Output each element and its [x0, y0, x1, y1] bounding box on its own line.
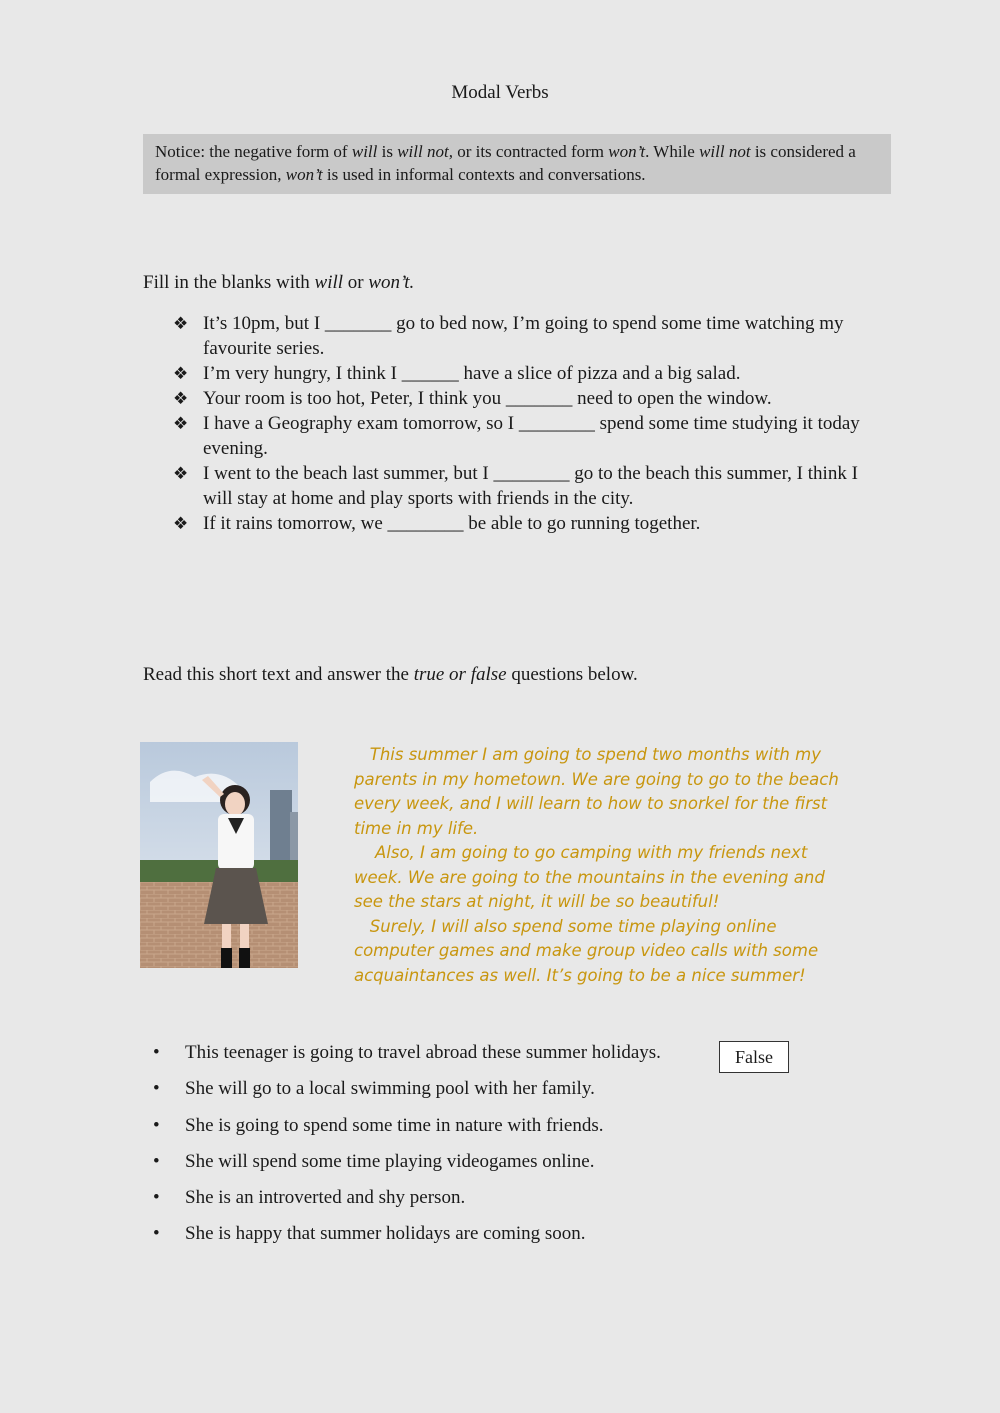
exercise-item — [173, 386, 873, 411]
instruction-text: or — [343, 272, 369, 293]
statement-item — [153, 1040, 713, 1076]
exercise-item — [173, 411, 873, 461]
notice-emphasis: won’t — [608, 142, 646, 161]
exercise-text: It’s 10pm, but I _______ go to bed now, I’m going to spend some time watching my favourite series. — [203, 313, 844, 359]
statement-text: She will spend some time playing videogames online. — [185, 1150, 595, 1172]
bullet-dot-icon: • — [153, 1223, 160, 1245]
notice-emphasis: will not, — [397, 142, 453, 161]
exercise-text: If it rains tomorrow, we ________ be able to go running together. — [203, 513, 701, 534]
exercise-item — [173, 461, 873, 511]
exercise-text: I’m very hungry, I think I ______ have a slice of pizza and a big salad. — [203, 363, 741, 384]
statement-item — [153, 1221, 713, 1257]
true-false-list — [153, 1040, 713, 1258]
diamond-bullet-icon: ❖ — [173, 389, 189, 408]
statement-item — [153, 1185, 713, 1221]
notice-text: Notice: the negative form of — [155, 142, 352, 161]
instruction-text: questions below. — [506, 664, 638, 685]
statement-text: She is going to spend some time in nature with friends. — [185, 1114, 604, 1136]
notice-text: is used in informal contexts and conversations. — [322, 165, 646, 184]
diamond-bullet-icon: ❖ — [173, 364, 189, 383]
fill-instruction — [143, 272, 414, 294]
story-text — [354, 743, 844, 988]
instruction-emphasis: will — [314, 272, 344, 293]
notice-box — [143, 134, 891, 194]
exercise-item — [173, 361, 873, 386]
instruction-emphasis: won’t. — [368, 272, 415, 293]
bullet-dot-icon: • — [153, 1114, 160, 1136]
statement-text: This teenager is going to travel abroad these summer holidays. — [185, 1042, 661, 1063]
diamond-bullet-icon: ❖ — [173, 314, 189, 333]
story-paragraph — [354, 915, 844, 989]
bullet-dot-icon: • — [153, 1150, 160, 1172]
statement-item — [153, 1113, 713, 1149]
bullet-dot-icon: • — [153, 1078, 160, 1100]
notice-text: is — [377, 142, 398, 161]
diamond-bullet-icon: ❖ — [173, 464, 189, 483]
instruction-text: Read this short text and answer the — [143, 664, 414, 685]
story-paragraph — [354, 743, 844, 841]
instruction-emphasis: true or false — [413, 664, 507, 685]
student-photo — [140, 742, 298, 968]
statement-item — [153, 1076, 713, 1112]
diamond-bullet-icon: ❖ — [173, 414, 189, 433]
bullet-dot-icon: • — [153, 1042, 160, 1063]
notice-text: is considered a formal expression, — [155, 142, 856, 184]
notice-emphasis: won’t — [285, 165, 323, 184]
exercise-item — [173, 311, 873, 361]
answer-box[interactable]: False — [719, 1041, 789, 1073]
exercise-text: Your room is too hot, Peter, I think you _______ need to open the window. — [203, 388, 772, 409]
exercise-text: I went to the beach last summer, but I ________ go to the beach this summer, I think I will stay at home and play sports with friends in the city. — [203, 463, 858, 509]
notice-text: or its contracted form — [452, 142, 609, 161]
diamond-bullet-icon: ❖ — [173, 514, 189, 533]
notice-emphasis: will — [351, 142, 378, 161]
exercise-text: I have a Geography exam tomorrow, so I ________ spend some time studying it today evening. — [203, 413, 860, 459]
notice-emphasis: will not — [699, 142, 751, 161]
statement-item — [153, 1149, 713, 1185]
statement-text: She will go to a local swimming pool with her family. — [185, 1078, 595, 1100]
statement-text: She is happy that summer holidays are coming soon. — [185, 1223, 586, 1245]
read-instruction — [143, 664, 638, 686]
bullet-dot-icon: • — [153, 1187, 160, 1209]
story-sentence: This summer I am going to spend two months with my parents in my hometown. We are going to go to the beach every week, and I will learn to how to snorkel for the first time in my life. — [354, 745, 839, 838]
exercise-item — [173, 511, 873, 536]
exercise-list — [173, 311, 873, 536]
story-sentence: Also, I am going to go camping with my friends next week. We are going to the mountains in the evening and see the stars at night, it will be so beautiful! — [354, 843, 825, 911]
story-paragraph — [354, 841, 844, 915]
instruction-text: Fill in the blanks with — [143, 272, 315, 293]
statement-text: She is an introverted and shy person. — [185, 1187, 466, 1209]
story-sentence: Surely, I will also spend some time playing online computer games and make group video calls with some acquaintances as well. It’s going to be a nice summer! — [354, 916, 819, 985]
page-title: Modal Verbs — [451, 82, 549, 103]
notice-text: . While — [645, 142, 700, 161]
